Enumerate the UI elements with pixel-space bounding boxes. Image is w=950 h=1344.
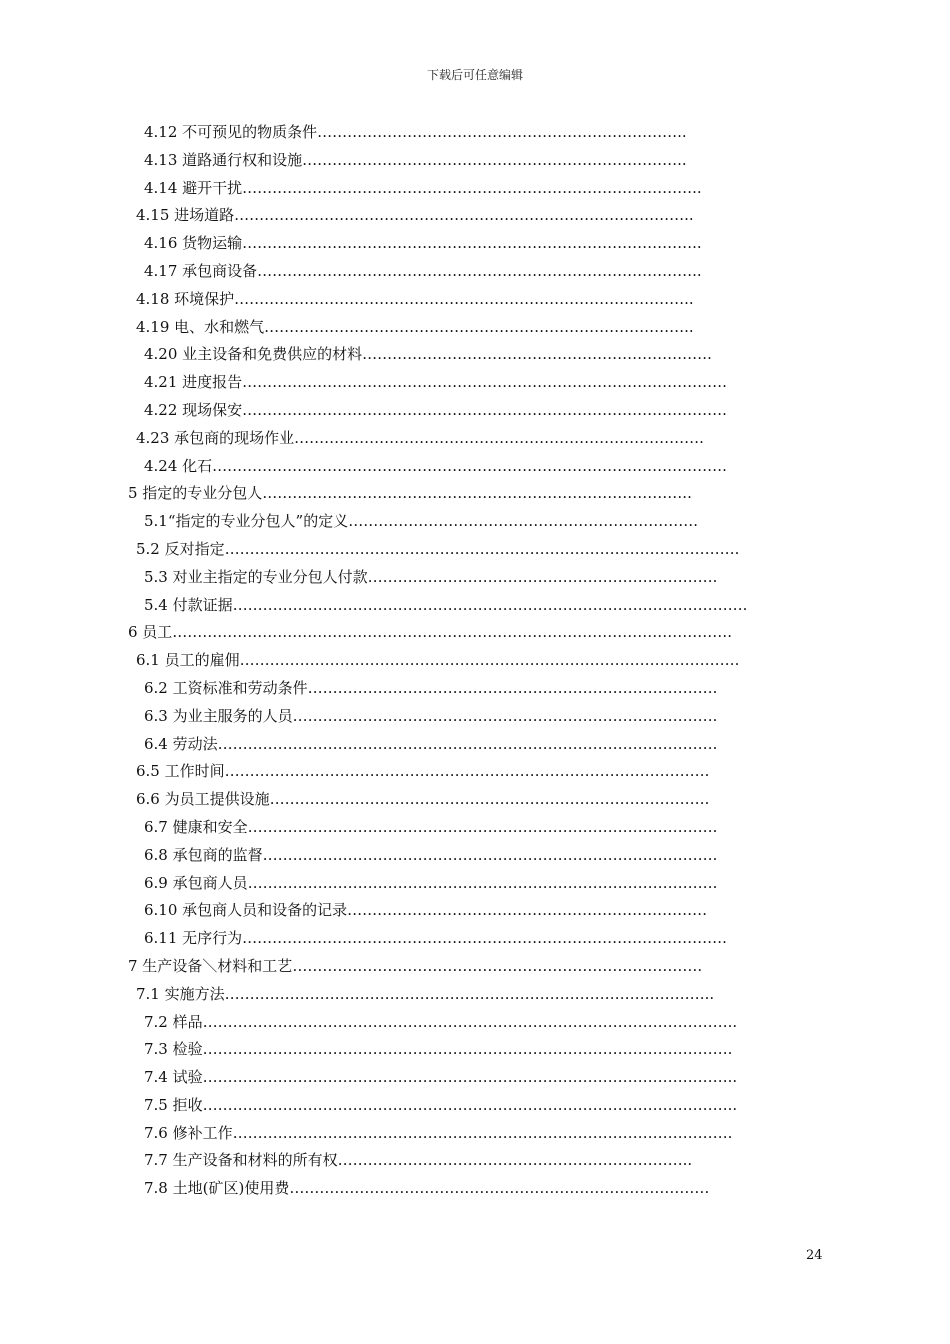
toc-entry-text: 4.12 不可预见的物质条件……………………………………………………………….. (144, 123, 687, 141)
toc-entry-text: 4.20 业主设备和免费供应的材料……………………………………………………………. (144, 345, 712, 364)
toc-entry-text: 6.10 承包商人员和设备的记录……………………………………………………………… (144, 901, 708, 920)
toc-entry-text: 5.4 付款证据…………………………………………………………………………………………. (144, 595, 748, 614)
toc-entry[interactable] (0, 480, 950, 508)
toc-entry[interactable] (0, 953, 950, 981)
toc-entry[interactable] (0, 536, 950, 564)
toc-entry[interactable] (0, 786, 950, 814)
toc-entry-text: 7.3 检验……………………………………………………………………………………………. (144, 1040, 733, 1059)
toc-entry[interactable] (0, 1175, 950, 1203)
toc-entry-text: 4.13 道路通行权和设施………………………………………………………………….. (144, 150, 687, 169)
toc-entry[interactable] (0, 508, 950, 536)
toc-entry[interactable] (0, 842, 950, 870)
toc-entry[interactable] (0, 703, 950, 731)
toc-entry[interactable] (0, 814, 950, 842)
toc-entry-text: 6.9 承包商人员…………………………………………………………………………………. (144, 873, 718, 892)
toc-entry-text: 7.1 实施方法…………………………………………………………………………………….. (136, 984, 715, 1003)
toc-entry[interactable] (0, 1147, 950, 1175)
toc-entry[interactable] (0, 981, 950, 1009)
toc-entry[interactable] (0, 870, 950, 898)
toc-entry[interactable] (0, 314, 950, 342)
toc-entry-text: 6.5 工作时间……………………………………………………………………………………. (136, 762, 710, 781)
toc-entry-text: 6.11 无序行为……………………………………………………………………………………. (144, 929, 727, 948)
toc-entry-text: 6.7 健康和安全…………………………………………………………………………………. (144, 817, 718, 836)
toc-entry[interactable] (0, 425, 950, 453)
toc-entry-text: 4.19 电、水和燃气………………………………………………………………………….. (136, 317, 694, 336)
toc-entry[interactable] (0, 453, 950, 481)
page-number: 24 (806, 1248, 823, 1263)
toc-entry-text: 4.23 承包商的现场作业………………………………………………………………………. (136, 428, 704, 447)
toc-entry[interactable] (0, 619, 950, 647)
page-header: 下载后可任意编辑 (426, 68, 523, 82)
toc-entry-text: 6.1 员工的雇佣………………………………………………………………………………………. (136, 651, 740, 670)
toc-entry-text: 4.14 避开干扰……………………………………………………………………………….. (144, 178, 702, 197)
toc-entry[interactable] (0, 230, 950, 258)
toc-entry[interactable] (0, 647, 950, 675)
toc-entry-text: 7.4 试验…………………………………………………………………………………………….. (144, 1068, 738, 1087)
toc-entry-text: 4.17 承包商设备…………………………………………………………………………….. (144, 261, 702, 280)
toc-entry[interactable] (0, 675, 950, 703)
toc-entry-text: 6.2 工资标准和劳动条件………………………………………………………………………. (144, 678, 718, 697)
toc-entry-text: 6.4 劳动法………………………………………………………………………………………. (144, 734, 718, 753)
toc-entry-text: 7.2 样品…………………………………………………………………………………………….. (144, 1012, 738, 1031)
toc-entry[interactable] (0, 341, 950, 369)
toc-entry-text: 4.15 进场道路……………………………………………………………………………….. (136, 206, 694, 225)
toc-entry-text: 6.3 为业主服务的人员…………………………………………………………………………. (144, 706, 718, 725)
toc-entry[interactable] (0, 592, 950, 620)
toc-entry-text: 4.22 现场保安……………………………………………………………………………………. (144, 400, 727, 419)
table-of-contents (0, 119, 950, 1203)
toc-entry[interactable] (0, 925, 950, 953)
toc-entry-text: 4.24 化石…………………………………………………………………………………………. (144, 456, 727, 475)
toc-entry-text: 4.16 货物运输……………………………………………………………………………….. (144, 234, 702, 253)
toc-entry[interactable] (0, 897, 950, 925)
toc-entry[interactable] (0, 147, 950, 175)
toc-entry-text: 7 生产设备＼材料和工艺………………………………………………………………………. (128, 956, 703, 975)
toc-entry[interactable] (0, 119, 950, 147)
toc-entry[interactable] (0, 175, 950, 203)
toc-entry[interactable] (0, 564, 950, 592)
toc-entry-text: 4.21 进度报告……………………………………………………………………………………. (144, 373, 727, 392)
toc-entry-text: 5.3 对业主指定的专业分包人付款……………………………………………………………. (144, 567, 718, 586)
toc-entry[interactable] (0, 1064, 950, 1092)
toc-entry-text: 7.5 拒收…………………………………………………………………………………………….. (144, 1095, 738, 1114)
toc-entry[interactable] (0, 731, 950, 759)
toc-entry-text: 6.6 为员工提供设施……………………………………………………………………………. (136, 790, 710, 809)
toc-entry-text: 5.2 反对指定…………………………………………………………………………………………. (136, 539, 740, 558)
toc-entry-text: 7.8 土地(矿区)使用费………………………………………………………………………… (144, 1179, 710, 1198)
toc-entry[interactable] (0, 369, 950, 397)
toc-entry[interactable] (0, 202, 950, 230)
toc-entry[interactable] (0, 1092, 950, 1120)
toc-entry-text: 6 员工…………………………………………………………………………………………………. (128, 623, 733, 642)
toc-entry[interactable] (0, 1036, 950, 1064)
toc-entry-text: 5.1“指定的专业分包人”的定义……………………………………………………………. (144, 512, 698, 531)
toc-entry[interactable] (0, 286, 950, 314)
toc-entry-text: 7.7 生产设备和材料的所有权…………………………………………………………….. (144, 1151, 693, 1170)
toc-entry-text: 5 指定的专业分包人………………………………………………………………………….. (128, 484, 692, 503)
toc-entry[interactable] (0, 397, 950, 425)
toc-entry[interactable] (0, 758, 950, 786)
toc-entry-text: 4.18 环境保护……………………………………………………………………………….. (136, 289, 694, 308)
toc-entry-text: 7.6 修补工作………………………………………………………………………………………. (144, 1123, 733, 1142)
toc-entry[interactable] (0, 258, 950, 286)
toc-entry[interactable] (0, 1009, 950, 1037)
toc-entry-text: 6.8 承包商的监督………………………………………………………………………………. (144, 845, 718, 864)
toc-entry[interactable] (0, 1120, 950, 1148)
